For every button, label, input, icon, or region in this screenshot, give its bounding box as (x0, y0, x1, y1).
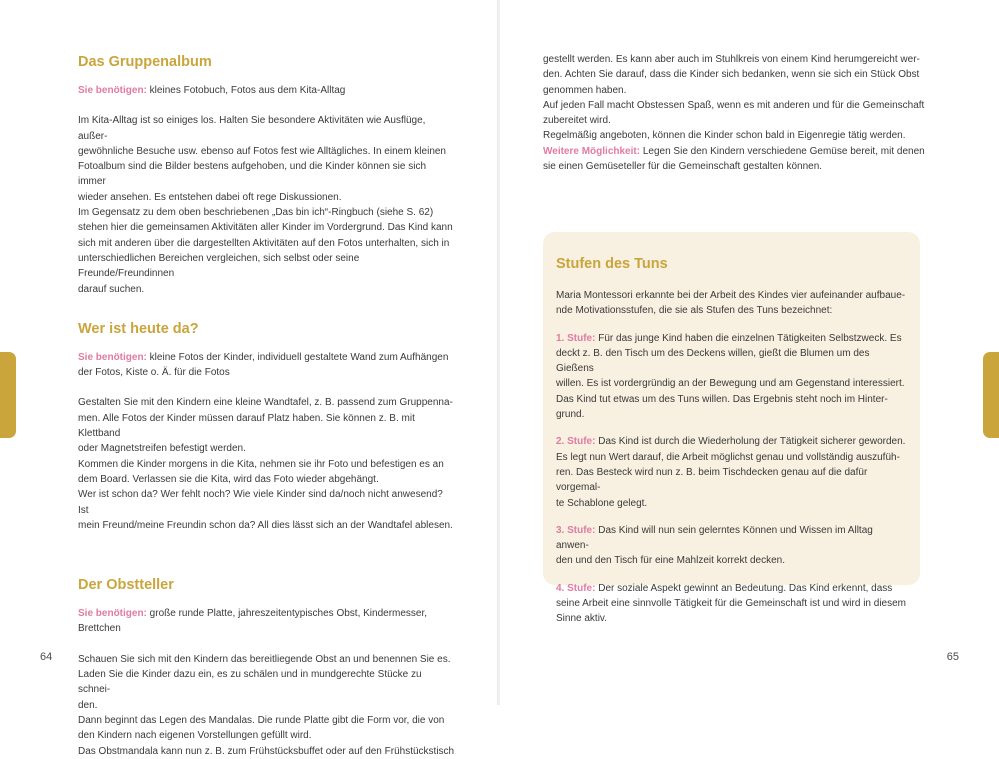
right-column (543, 52, 935, 174)
stage-item: 3. Stufe: Das Kind will nun sein gelerntes Können und Wissen im Alltag anwen- den und den Tisch für eine Mahlzeit korrekt decken. (556, 524, 873, 567)
paragraph: Schauen Sie sich mit den Kindern das bereitliegende Obst an und benennen Sie es. Laden Sie die Kinder dazu ein, es zu schälen und in mundgerechte Stücke zu schnei- den. (78, 653, 451, 711)
stage-label: 3. Stufe: (556, 524, 596, 536)
further-option: Weitere Möglichkeit: Legen Sie den Kindern verschiedene Gemüse bereit, mit denen sie einen Gemüseteller für die Gemeinschaft gestalten können. (543, 145, 925, 173)
paragraph: gestellt werden. Es kann aber auch im Stuhlkreis von einem Kind herumgereicht wer- den. Achten Sie darauf, dass die Kinder sich bedanken, wenn sie sich ein Stück Obst genommen haben. (543, 54, 920, 96)
stage-label: 1. Stufe: (556, 332, 596, 344)
paragraph: Kommen die Kinder morgens in die Kita, nehmen sie ihr Foto und befestigen es an dem Board. Verlassen sie die Kita, wird das Foto wieder abgehängt. (78, 458, 444, 485)
requirements-label: Sie benötigen: (78, 85, 147, 96)
requirements-label: Sie benötigen: (78, 608, 147, 620)
requirements-wer-ist-heute-da: Sie benötigen: kleine Fotos der Kinder, individuell gestaltete Wand zum Aufhängen der Fotos, Kiste o. Ä. für die Fotos (78, 351, 449, 379)
left-page (0, 0, 498, 757)
paragraph: Das Obstmandala kann nun z. B. zum Frühstücksbuffet oder auf den Frühstückstisch (78, 745, 455, 757)
stage-item: 2. Stufe: Das Kind ist durch die Wiederholung der Tätigkeit sicherer geworden. Es legt nun Wert darauf, die Arbeit möglichst genau und vollständig auszufüh- ren. Das Besteck wird nun z. B. beim Tischdecken genau auf die dafür vorgemal- te Schablone gelegt. (556, 436, 906, 509)
section-title-gruppenalbum: Das Gruppenalbum (78, 54, 212, 70)
further-option-label: Weitere Möglichkeit: (543, 145, 641, 157)
paragraph: Gestalten Sie mit den Kindern eine kleine Wandtafel, z. B. passend zum Gruppenna- men. Alle Fotos der Kinder müssen darauf Platz haben. Sie können z. B. mit Klettband oder Magnetstreifen befestigt werden. (78, 397, 453, 455)
page-number-left: 64 (40, 651, 53, 663)
stage-label: 2. Stufe: (556, 436, 596, 448)
paragraph: Im Kita-Alltag ist so einiges los. Halten Sie besondere Aktivitäten wie Ausflüge, außer- gewöhnliche Besuche usw. ebenso auf Fotos fest wie Alltägliches. In einem kleinen Fotoalbum sind die Bilder bestens aufgehoben, und die Kinder können sie sich immer wieder ansehen. Es entstehen dabei oft rege Diskussionen. (78, 115, 446, 203)
requirements-gruppenalbum: Sie benötigen: kleines Fotobuch, Fotos aus dem Kita-Alltag (78, 85, 346, 96)
paragraph: Regelmäßig angeboten, können die Kinder schon bald in Eigenregie tätig werden. (543, 130, 906, 142)
paragraph: Wer ist schon da? Wer fehlt noch? Wie viele Kinder sind da/noch nicht anwesend? Ist mein Freund/meine Freundin schon da? All dies lässt sich an der Wandtafel ablesen. (78, 489, 453, 531)
stage-item: 1. Stufe: Für das junge Kind haben die einzelnen Tätigkeiten Selbstzweck. Es deckt z. B. den Tisch um des Deckens willen, gießt die Blumen um des Gießens willen. Es ist vordergründig an der Bewegung und am Gegenstand interessiert. Das Kind tut etwas um des Tuns willen. Das Ergebnis steht noch im Hinter- grund. (556, 332, 905, 421)
stage-label: 4. Stufe: (556, 582, 596, 594)
paragraph: Im Gegensatz zu dem oben beschriebenen „Das bin ich“-Ringbuch (siehe S. 62) stehen hier die gemeinsamen Aktivitäten aller Kinder im Vordergrund. Das Kind kann sich mit anderen über die dargestellten Aktivitäten auf den Fotos unterhalten, sich in unterschiedlichen Bereichen vergleichen, sich selbst oder seine Freunde/Freundinnen darauf suchen. (78, 207, 453, 295)
info-box-stufen-des-tuns (543, 232, 920, 625)
info-box-title: Stufen des Tuns (556, 256, 668, 272)
paragraph: Dann beginnt das Legen des Mandalas. Die runde Platte gibt die Form vor, die von den Kindern nach eigenen Vorstellungen gefüllt wird. (78, 714, 445, 742)
info-box-intro: Maria Montessori erkannte bei der Arbeit des Kindes vier aufeinander aufbaue- nde Motivationsstufen, die sie als Stufen des Tuns bezeichnet: (556, 290, 906, 317)
section-title-wer-ist-heute-da: Wer ist heute da? (78, 320, 199, 337)
paragraph: Auf jeden Fall macht Obstessen Spaß, wenn es mit anderen und für die Gemeinschaft zubereitet wird. (543, 99, 925, 127)
chapter-tab-right (983, 352, 999, 438)
right-page (500, 0, 999, 705)
left-column (78, 54, 456, 759)
chapter-tab-left (0, 352, 16, 438)
section-title-obstteller: Der Obstteller (78, 577, 174, 594)
requirements-obstteller: Sie benötigen: große runde Platte, jahreszeitentypisches Obst, Kindermesser, Brettchen (78, 608, 428, 635)
page-number-right: 65 (946, 651, 959, 663)
requirements-label: Sie benötigen: (78, 351, 147, 363)
stage-item: 4. Stufe: Der soziale Aspekt gewinnt an Bedeutung. Das Kind erkennt, dass seine Arbeit eine sinnvolle Tätigkeit für die Gemeinschaft ist und wird in diesem Sinne aktiv. (556, 582, 906, 625)
